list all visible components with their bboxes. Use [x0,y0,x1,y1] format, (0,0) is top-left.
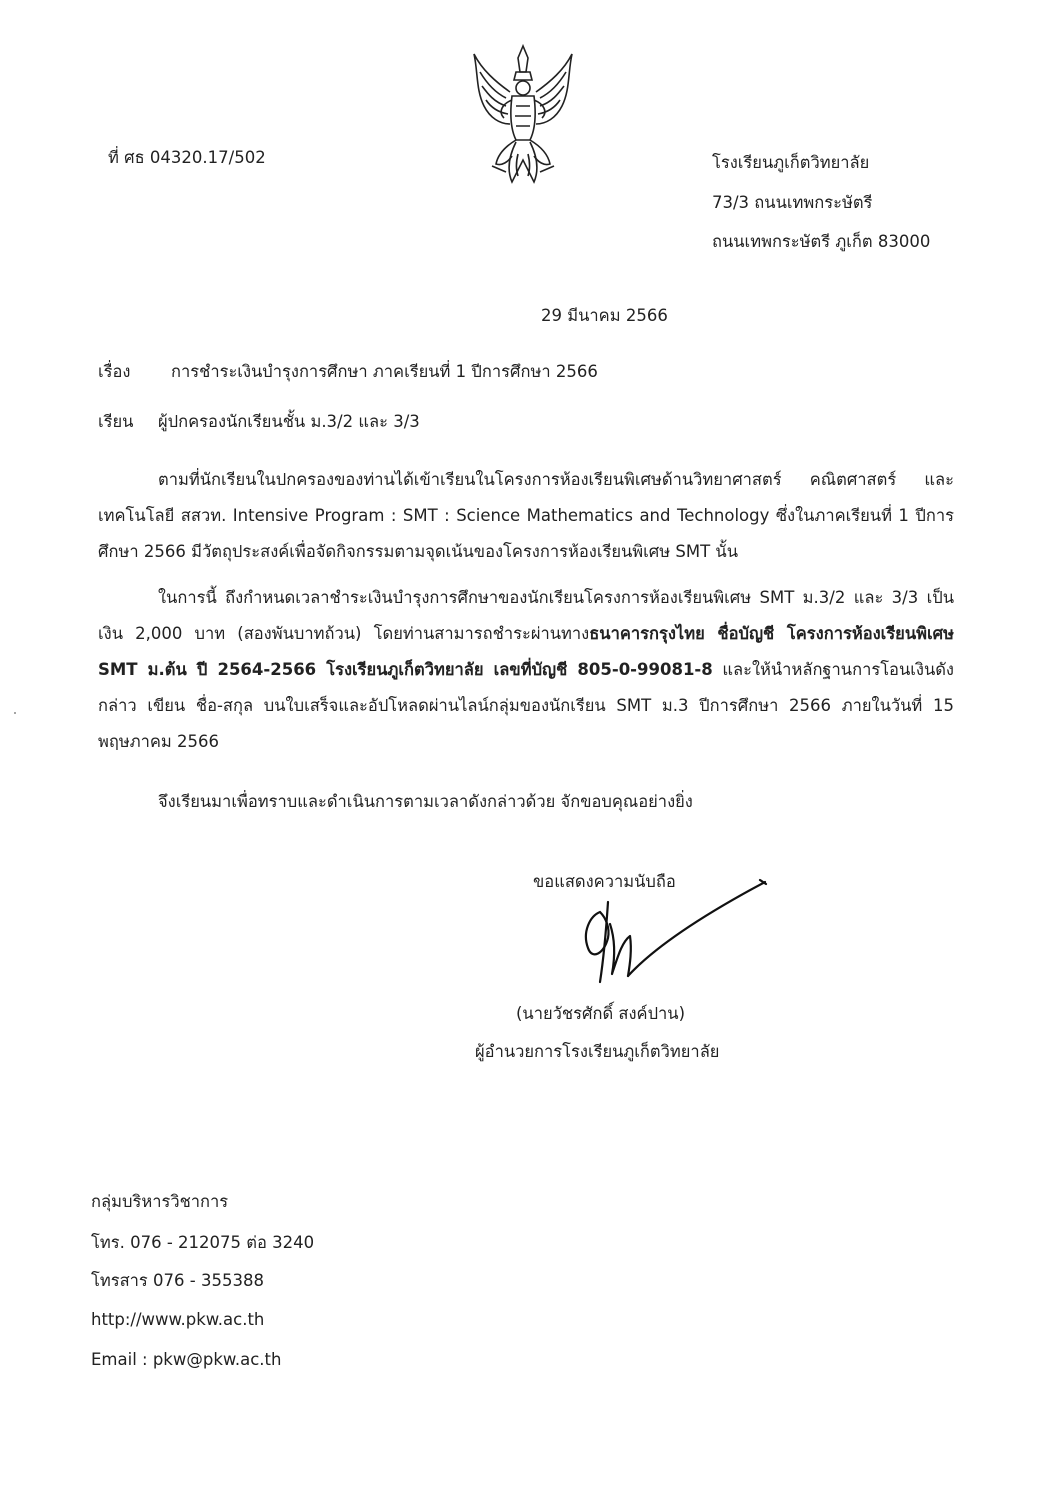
school-name: โรงเรียนภูเก็ตวิทยาลัย [712,153,870,172]
address-line-2: ถนนเทพกระษัตรี ภูเก็ต 83000 [712,232,931,251]
body-paragraph-3: จึงเรียนมาเพื่อทราบและดำเนินการตามเวลาดังกล่าวด้วย จักขอบคุณอย่างยิ่ง [158,792,693,811]
footer-email: Email : pkw@pkw.ac.th [91,1350,282,1369]
handwritten-signature [560,872,775,992]
body-paragraph-2 [98,580,954,760]
footer-website: http://www.pkw.ac.th [91,1310,265,1329]
reference-number: ที่ ศธ 04320.17/502 [108,148,266,167]
letter-date: 29 มีนาคม 2566 [541,306,668,325]
scan-speck [14,712,16,714]
signatory-name: (นายวัชรศักดิ์ สงค์ปาน) [516,1004,686,1023]
payment-details-text: ในการนี้ ถึงกำหนดเวลาชำระเงินบำรุงการศึกษาของนักเรียนโครงการห้องเรียนพิเศษ SMT ม.3/2 และ 3/3 เป็นเงิน 2,000 บาท (สองพันบาทถ้วน) โดยท่านสามารถชำระผ่านทาง [98,588,954,643]
recipient-label: เรียน [98,412,134,431]
signatory-position: ผู้อำนวยการโรงเรียนภูเก็ตวิทยาลัย [475,1042,720,1061]
footer-fax: โทรสาร 076 - 355388 [91,1271,264,1290]
upload-instructions-text: และให้นำหลักฐานการโอนเงินดังกล่าว เขียน ชื่อ-สกุล บนใบเสร็จและอัปโหลดผ่านไลน์กลุ่มของนักเรียน SMT ม.3 ปีการศึกษา 2566 ภายในวันที่ 15 พฤษภาคม 2566 [98,660,954,751]
body-paragraph-1: ตามที่นักเรียนในปกครองของท่านได้เข้าเรียนในโครงการห้องเรียนพิเศษด้านวิทยาศาสตร์ คณิตศาสตร์ และเทคโนโลยี สสวท. Intensive Program : SMT : Science Mathematics and Technology ซึ่งในภาคเรียนที่ 1 ปีการศึกษา 2566 มีวัตถุประสงค์เพื่อจัดกิจกรรมตามจุดเน้นของโครงการห้องเรียนพิเศษ SMT นั้น [98,470,954,561]
garuda-emblem-icon [466,42,580,192]
bank-account-details: ธนาคารกรุงไทย ชื่อบัญชี โครงการห้องเรียนพิเศษ SMT ม.ต้น ปี 2564-2566 โรงเรียนภูเก็ตวิทยาลัย เลขที่บัญชี 805-0-99081-8 [98,624,954,679]
address-line-1: 73/3 ถนนเทพกระษัตรี [712,193,873,212]
subject-label: เรื่อง [98,362,131,381]
closing-text: ขอแสดงความนับถือ [533,872,676,891]
footer-department: กลุ่มบริหารวิชาการ [91,1192,229,1211]
subject-text: การชำระเงินบำรุงการศึกษา ภาคเรียนที่ 1 ปีการศึกษา 2566 [171,362,598,381]
recipient-text: ผู้ปกครองนักเรียนชั้น ม.3/2 และ 3/3 [158,412,420,431]
footer-phone: โทร. 076 - 212075 ต่อ 3240 [91,1233,315,1252]
